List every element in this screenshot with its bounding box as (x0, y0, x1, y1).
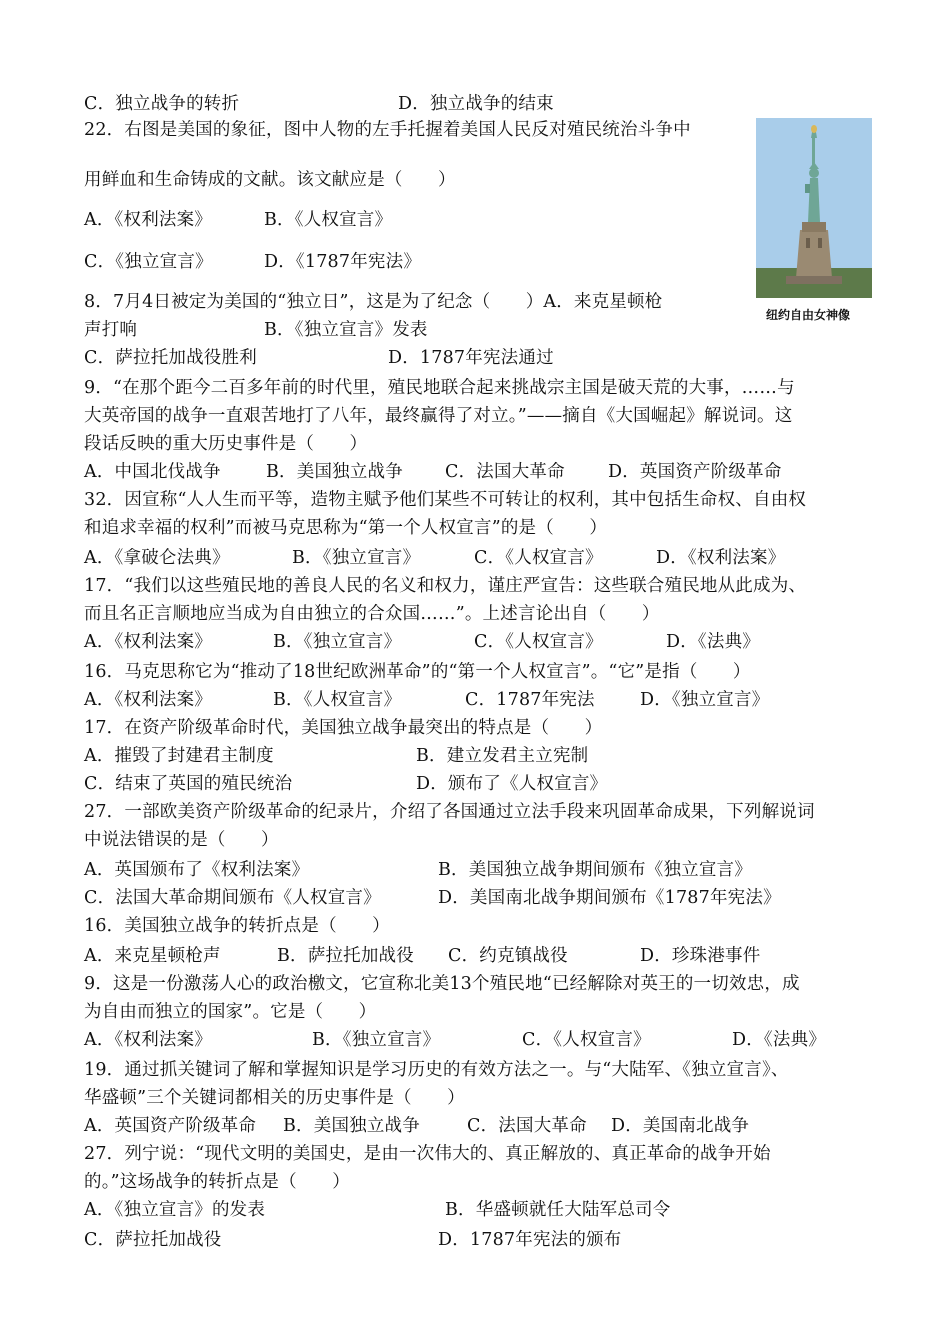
answer-option: D．《独立宣言》 (640, 690, 770, 710)
question-text-line: 27．一部欧美资产阶级革命的纪录片，介绍了各国通过立法手段来巩固革命成果，下列解说词 (84, 802, 815, 822)
question-text-line: 段话反映的重大历史事件是（ ） (84, 434, 368, 454)
answer-option: B．萨拉托加战役 (277, 946, 414, 966)
answer-option: A．《权利法案》 (84, 210, 212, 230)
answer-option: A．《权利法案》 (84, 632, 212, 652)
answer-option: C．《人权宣言》 (474, 548, 603, 568)
question-text-line: 华盛顿”三个关键词都相关的历史事件是（ ） (84, 1088, 465, 1108)
answer-option: D．1787年宪法通过 (388, 348, 554, 368)
answer-option: A．来克星顿枪声 (84, 946, 221, 966)
answer-option: A．《拿破仑法典》 (84, 548, 230, 568)
answer-option: 声打响 (84, 320, 138, 340)
answer-option: B．《独立宣言》 (273, 632, 402, 652)
question-text-line: 32．因宣称“人人生而平等，造物主赋予他们某些不可转让的权利，其中包括生命权、自由权 (84, 490, 807, 510)
statue-of-liberty-icon (756, 118, 872, 298)
answer-option: A．英国颁布了《权利法案》 (84, 860, 310, 880)
question-text-line: 的。”这场战争的转折点是（ ） (84, 1172, 350, 1192)
answer-option: A．《独立宣言》的发表 (84, 1200, 266, 1220)
answer-option: B．美国独立战争 (283, 1116, 420, 1136)
question-text-line: 16．马克思称它为“推动了18世纪欧洲革命”的“第一个人权宣言”。“它”是指（ ） (84, 662, 751, 682)
answer-option: B．《独立宣言》发表 (264, 320, 428, 340)
question-text-line: 8．7月4日被定为美国的“独立日”，这是为了纪念（ ）A．来克星顿枪 (84, 292, 663, 312)
answer-option: D．《法典》 (666, 632, 760, 652)
answer-option: C．独立战争的转折 (84, 94, 240, 114)
answer-option: C．《人权宣言》 (522, 1030, 651, 1050)
answer-option: C．萨拉托加战役胜利 (84, 348, 257, 368)
answer-option: B．《人权宣言》 (264, 210, 393, 230)
answer-option: C．法国大革命期间颁布《人权宣言》 (84, 888, 381, 908)
answer-option: D．1787年宪法的颁布 (438, 1230, 622, 1250)
answer-option: C．约克镇战役 (448, 946, 568, 966)
answer-option: C．法国大革命 (445, 462, 565, 482)
answer-option: B．《独立宣言》 (312, 1030, 441, 1050)
statue-of-liberty-photo (756, 118, 872, 298)
question-text-line: 17．“我们以这些殖民地的善良人民的名义和权力，谨庄严宣告：这些联合殖民地从此成为、 (84, 576, 807, 596)
answer-option: B．华盛顿就任大陆军总司令 (445, 1200, 671, 1220)
question-text-line: 17．在资产阶级革命时代，美国独立战争最突出的特点是（ ） (84, 718, 603, 738)
answer-option: D．《法典》 (732, 1030, 826, 1050)
answer-option: C．1787年宪法 (465, 690, 595, 710)
answer-option: D．珍珠港事件 (640, 946, 761, 966)
answer-option: C．结束了英国的殖民统治 (84, 774, 293, 794)
answer-option: B．《人权宣言》 (273, 690, 402, 710)
answer-option: D．美国南北战争 (611, 1116, 750, 1136)
answer-option: A．摧毁了封建君主制度 (84, 746, 274, 766)
question-text-line: 中说法错误的是（ ） (84, 830, 279, 850)
answer-option: D．独立战争的结束 (398, 94, 554, 114)
question-text-line: 大英帝国的战争一直艰苦地打了八年，最终赢得了对立。”——摘自《大国崛起》解说词。这 (84, 406, 793, 426)
answer-option: D．《权利法案》 (656, 548, 786, 568)
answer-option: B．美国独立战争期间颁布《独立宣言》 (438, 860, 752, 880)
answer-option: C．《人权宣言》 (474, 632, 603, 652)
answer-option: B．《独立宣言》 (292, 548, 421, 568)
question-text-line: 为自由而独立的国家”。它是（ ） (84, 1002, 377, 1022)
answer-option: C．《独立宣言》 (84, 252, 213, 272)
question-text-line: 27．列宁说：“现代文明的美国史，是由一次伟大的、真正解放的、真正革命的战争开始 (84, 1144, 771, 1164)
answer-option: D．颁布了《人权宣言》 (416, 774, 608, 794)
answer-option: C．法国大革命 (467, 1116, 587, 1136)
answer-option: B．美国独立战争 (266, 462, 403, 482)
question-text-line: 16．美国独立战争的转折点是（ ） (84, 916, 390, 936)
answer-option: C．萨拉托加战役 (84, 1230, 222, 1250)
question-text-line: 19．通过抓关键词了解和掌握知识是学习历史的有效方法之一。与“大陆军、《独立宣言》、 (84, 1060, 789, 1080)
answer-option: A．《权利法案》 (84, 1030, 212, 1050)
question-text-line: 和追求幸福的权利”而被马克思称为“第一个人权宣言”的是（ ） (84, 518, 608, 538)
question-text-line: 9．这是一份激荡人心的政治檄文，它宣称北美13个殖民地“已经解除对英王的一切效忠，成 (84, 974, 800, 994)
answer-option: B．建立发君主立宪制 (416, 746, 589, 766)
answer-option: D．美国南北战争期间颁布《1787年宪法》 (438, 888, 781, 908)
answer-option: D．《1787年宪法》 (264, 252, 422, 272)
answer-option: A．中国北伐战争 (84, 462, 221, 482)
figure-caption: 纽约自由女神像 (766, 308, 851, 322)
question-text-line: 用鲜血和生命铸成的文献。该文献应是（ ） (84, 170, 456, 190)
question-text-line: 9．“在那个距今二百多年前的时代里，殖民地联合起来挑战宗主国是破天荒的大事，……与 (84, 378, 795, 398)
answer-option: A．英国资产阶级革命 (84, 1116, 257, 1136)
question-text-line: 22．右图是美国的象征，图中人物的左手托握着美国人民反对殖民统治斗争中 (84, 120, 691, 140)
answer-option: D．英国资产阶级革命 (608, 462, 782, 482)
answer-option: A．《权利法案》 (84, 690, 212, 710)
question-text-line: 而且名正言顺地应当成为自由独立的合众国……”。上述言论出自（ ） (84, 604, 660, 624)
